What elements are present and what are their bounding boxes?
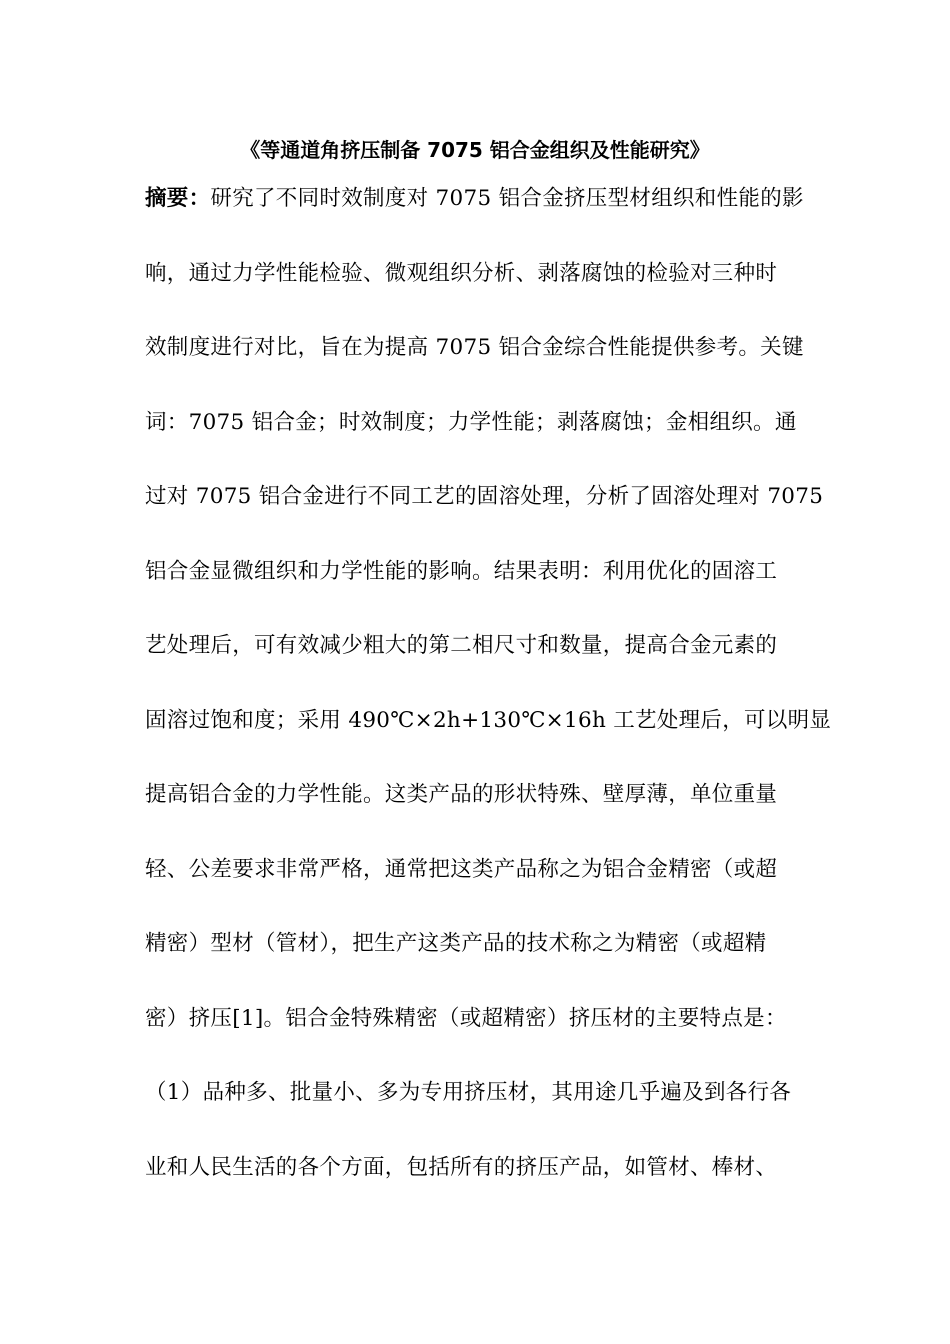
- abstract-body: [145, 183, 832, 1226]
- text-line: （1）品种多、批量小、多为专用挤压材，其用途几乎遍及到各行各: [145, 1080, 792, 1105]
- text-line: 密）挤压[1]。铝合金特殊精密（或超精密）挤压材的主要特点是：: [145, 1005, 787, 1031]
- text-line: 效制度进行对比，旨在为提高 7075 铝合金综合性能提供参考。关键: [145, 335, 804, 360]
- text-line: 响，通过力学性能检验、微观组织分析、剥落腐蚀的检验对三种时: [145, 260, 778, 286]
- text-line: 固溶过饱和度；采用 490℃×2h+130℃×16h 工艺处理后，可以明显: [145, 707, 832, 733]
- text-line: 提高铝合金的力学性能。这类产品的形状特殊、壁厚薄，单位重量: [145, 782, 778, 807]
- document-title: 《等通道角挤压制备 7075 铝合金组织及性能研究》: [240, 138, 710, 162]
- text-line: 艺处理后，可有效减少粗大的第二相尺寸和数量，提高合金元素的: [145, 633, 778, 658]
- text-line: 轻、公差要求非常严格，通常把这类产品称之为铝合金精密（或超: [145, 856, 778, 882]
- text-line: 业和人民生活的各个方面，包括所有的挤压产品，如管材、棒材、: [145, 1154, 778, 1180]
- text-line: 精密）型材（管材），把生产这类产品的技术称之为精密（或超精: [145, 931, 767, 956]
- text-line-content: 研究了不同时效制度对 7075 铝合金挤压型材组织和性能的影: [210, 186, 804, 211]
- text-line: 词：7075 铝合金；时效制度；力学性能；剥落腐蚀；金相组织。通: [145, 409, 797, 435]
- text-line: 铝合金显微组织和力学性能的影响。结果表明：利用优化的固溶工: [145, 558, 778, 584]
- text-line: 过对 7075 铝合金进行不同工艺的固溶处理，分析了固溶处理对 7075: [145, 484, 824, 509]
- text-line: [145, 183, 810, 258]
- abstract-label: 摘要：: [145, 186, 211, 211]
